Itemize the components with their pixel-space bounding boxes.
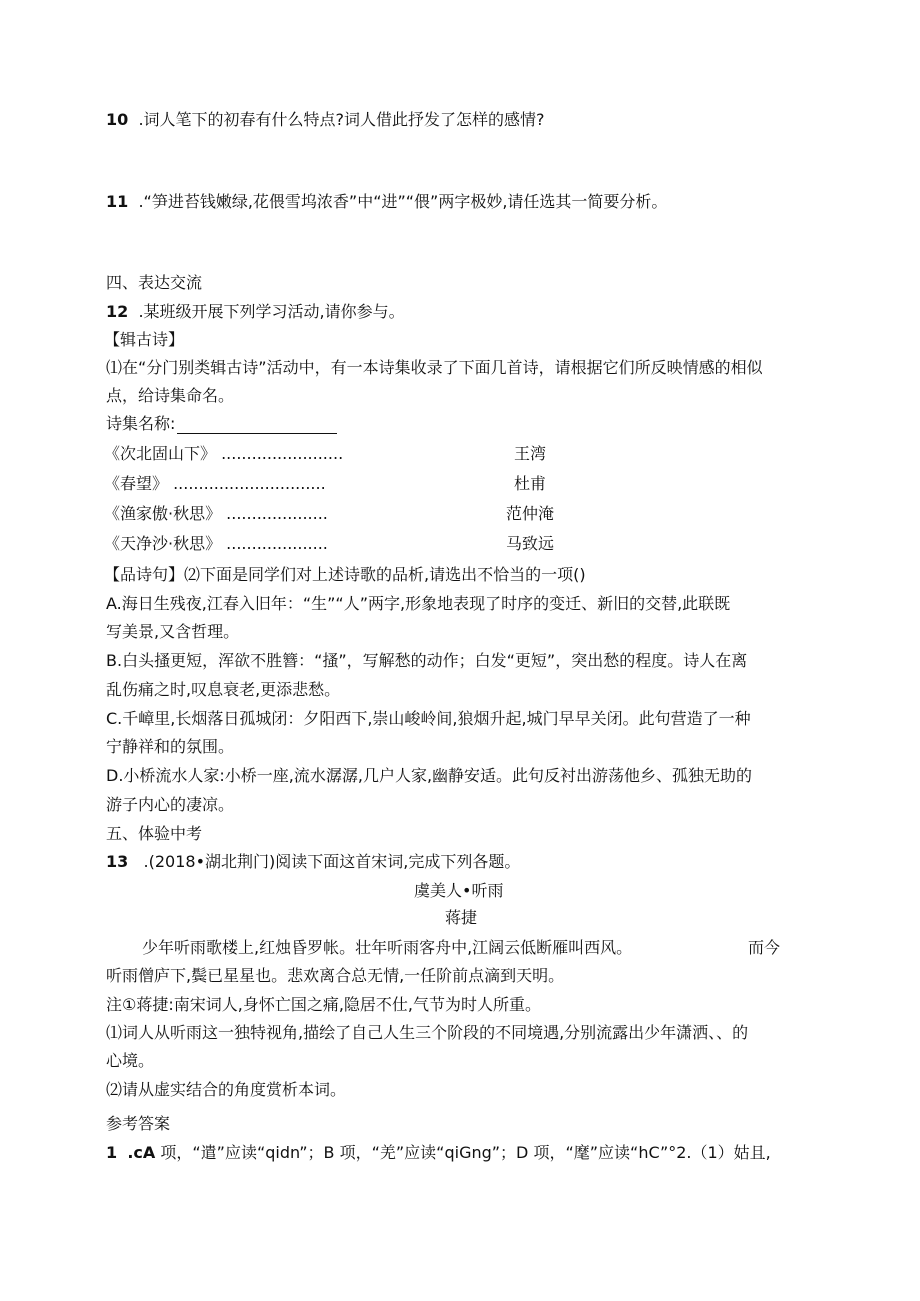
collection-name-label: 诗集名称: bbox=[106, 414, 176, 433]
collection-name-blank[interactable] bbox=[177, 417, 337, 434]
poem-title: 《渔家傲·秋思》 .................... bbox=[104, 504, 328, 523]
question-12 bbox=[106, 302, 405, 322]
poem-author: 范仲淹 bbox=[506, 504, 555, 523]
ji-gu-shi-heading: 【辑古诗】 bbox=[104, 330, 185, 349]
q13-2: ⑵请从虚实结合的角度赏析本词。 bbox=[106, 1080, 347, 1099]
poem-row bbox=[104, 474, 546, 494]
question-number: 13 bbox=[106, 852, 129, 871]
poem-author: 杜甫 bbox=[514, 474, 547, 493]
option-c-line2: 宁静祥和的氛围。 bbox=[106, 737, 235, 756]
pin-shi-ju-line: 【品诗句】⑵下面是同学们对上述诗歌的品析,请选出不恰当的一项() bbox=[104, 565, 586, 584]
question-number: 10 bbox=[106, 110, 129, 129]
note: 注①蒋捷:南宋词人,身怀亡国之痛,隐居不仕,气节为时人所重。 bbox=[106, 995, 541, 1014]
ci-line1: 少年听雨歌楼上,红烛昏罗帐。壮年听雨客舟中,江阔云低断雁叫西风。 bbox=[142, 938, 633, 957]
ci-title: 虞美人•听雨 bbox=[414, 881, 504, 900]
option-b-line2: 乱伤痛之时,叹息衰老,更添悲愁。 bbox=[106, 680, 341, 699]
question-text: .某班级开展下列学习活动,请你参与。 bbox=[138, 302, 405, 321]
ci-line2: 听雨僧庐下,鬓已星星也。悲欢离合总无情,一任阶前点滴到天明。 bbox=[106, 966, 565, 985]
poem-title: 《次北固山下》 ........................ bbox=[104, 444, 344, 463]
question-13 bbox=[106, 852, 520, 872]
option-d-line1: D.小桥流水人家:小桥一座,流水潺潺,几户人家,幽静安适。此句反衬出游荡他乡、孤独无助的 bbox=[106, 766, 753, 785]
poem-author: 王湾 bbox=[514, 444, 547, 463]
q13-1-line1: ⑴词人从听雨这一独特视角,描绘了自己人生三个阶段的不同境遇,分别流露出少年潇洒、、的 bbox=[106, 1023, 749, 1042]
section-5-heading: 五、体验中考 bbox=[106, 824, 203, 843]
poem-row bbox=[104, 444, 546, 464]
question-text: .(2018•湖北荆门)阅读下面这首宋词,完成下列各题。 bbox=[143, 852, 521, 871]
ci-line1-end: 而今 bbox=[748, 938, 781, 957]
question-11 bbox=[106, 192, 667, 212]
answer-number: 1 bbox=[106, 1143, 118, 1162]
question-10 bbox=[106, 110, 545, 130]
question-text: .“笋进苔钱嫩绿,花偎雪坞浓香”中“进”“偎”两字极妙,请任选其一简要分析。 bbox=[138, 192, 668, 211]
question-text: .词人笔下的初春有什么特点?词人借此抒发了怎样的感情? bbox=[138, 110, 545, 129]
answer-choice: .cA bbox=[127, 1143, 156, 1162]
q13-1-line2: 心境。 bbox=[106, 1051, 155, 1070]
option-c-line1: C.千嶂里,长烟落日孤城闭：夕阳西下,崇山峻岭间,狼烟升起,城门早早关闭。此句营造了一种 bbox=[106, 709, 751, 728]
poem-row bbox=[104, 534, 554, 554]
option-b-line1: B.白头搔更短，浑欲不胜簪：“搔”，写解愁的动作；白发“更短”，突出愁的程度。诗人在离 bbox=[106, 651, 748, 670]
poem-title: 《天净沙·秋思》 .................... bbox=[104, 534, 328, 553]
option-d-line2: 游子内心的凄凉。 bbox=[106, 795, 235, 814]
answer-text: 项，“遣”应读“qidn”；B 项，“羌”应读“qiGng”；D 项，“麾”应读“hC”°2.（1）姑且, bbox=[160, 1143, 771, 1162]
section-4-heading: 四、表达交流 bbox=[106, 273, 203, 292]
question-number: 11 bbox=[106, 192, 129, 211]
poem-row bbox=[104, 504, 554, 524]
collection-name-row bbox=[106, 414, 337, 434]
ci-author: 蒋捷 bbox=[445, 908, 478, 927]
option-a-line2: 写美景,又含哲理。 bbox=[106, 622, 240, 641]
poem-author: 马致远 bbox=[506, 534, 555, 553]
answers-heading: 参考答案 bbox=[106, 1114, 171, 1133]
poem-title: 《春望》 .............................. bbox=[104, 474, 326, 493]
answer-1 bbox=[106, 1143, 771, 1163]
q12-1-line1: ⑴在“分门别类辑古诗”活动中，有一本诗集收录了下面几首诗，请根据它们所反映情感的相似 bbox=[106, 358, 763, 377]
option-a-line1: A.海日生残夜,江春入旧年：“生”“人”两字,形象地表现了时序的变迁、新旧的交替,此联既 bbox=[106, 594, 731, 613]
question-number: 12 bbox=[106, 302, 129, 321]
q12-1-line2: 点，给诗集命名。 bbox=[106, 386, 235, 405]
